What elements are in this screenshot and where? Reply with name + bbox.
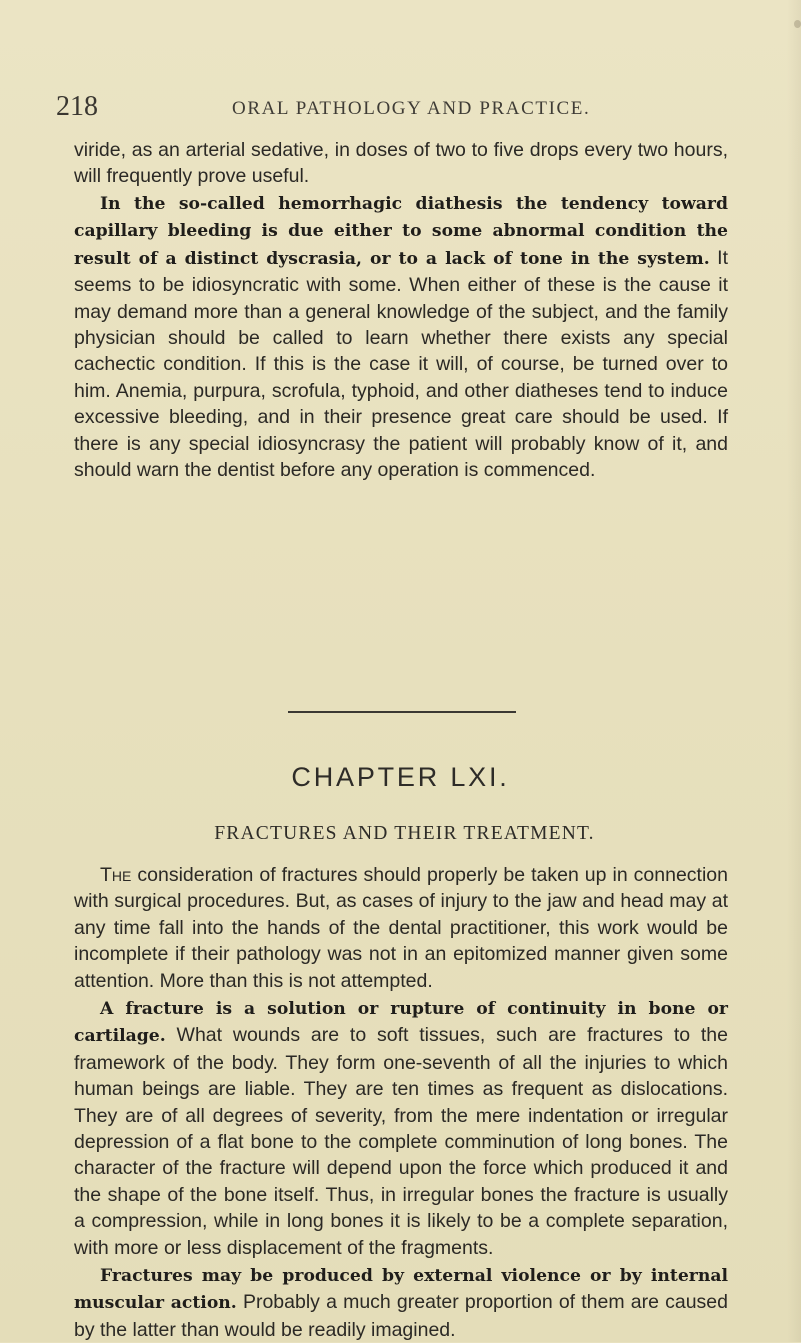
paragraph-lead-word: The (100, 864, 132, 886)
paragraph-fractures-intro (74, 862, 728, 994)
paragraph-text: It seems to be idiosyncratic with some. When either of these is the cause it may demand more than a general knowledge of the subject, and the family physician should be called to learn whether there exists any special cachectic condition. If this is the case it will, of course, be turned over to him. Anemia, purpura, scrofula, typhoid, and other diatheses tend to induce excessive bleeding, and in their presence great care should be used. If there is any special idiosyncrasy the patient will probably know of it, and should warn the dentist before any operation is commenced. (74, 246, 728, 482)
chapter-subtitle: FRACTURES AND THEIR TREATMENT. (214, 823, 595, 844)
paragraph-text: consideration of fractures should properly be taken up in connection with surgical procedures. But, as cases of injury to the jaw and head may at any time fall into the hands of the dental practitioner, this work would be incomplete if their pathology was not in an epitomized manner given some attention. More than this is not attempted. (74, 864, 728, 992)
page-header (56, 92, 746, 122)
chapter-title: CHAPTER LXI. (291, 762, 510, 792)
paragraph-text: What wounds are to soft tissues, such are fractures to the framework of the body. They form one-seventh of all the injuries to which human beings are liable. They are ten times as frequent as dislocations. They are of all degrees of severity, from the mere indentation or irregular depression of a flat bone to the complete comminution of long bones. The character of the fracture will depend upon the force which produced it and the shape of the bone itself. Thus, in irregular bones the fracture is usually a compression, while in long bones it is likely to be a complete separation, with more or less displacement of the fragments. (74, 1024, 728, 1259)
running-head: ORAL PATHOLOGY AND PRACTICE. (232, 98, 591, 119)
paragraph-bold-lead: In the so-called hemorrhagic diathesis the tendency toward capillary bleeding is due either to some abnormal condition the result of a distinct dyscrasia, or to a lack of tone in the system. (74, 194, 728, 269)
page-edge-shadow (787, 0, 801, 1342)
page-number: 218 (56, 91, 98, 122)
paragraph-text: viride, as an arterial sedative, in doses of two to five drops every two hours, will frequently prove useful. (74, 139, 728, 188)
paragraph-hemorrhagic-diathesis (74, 190, 728, 483)
paragraph-continuation (74, 137, 728, 190)
paragraph-bold-lead: Fractures may be produced by external violence or by internal muscular action. (74, 1266, 728, 1314)
paragraph-bold-lead: A fracture is a solution or rupture of continuity in bone or cartilage. (74, 999, 728, 1047)
paragraph-body (74, 862, 728, 994)
paragraph-text: Probably a much greater proportion of them are caused by the latter than would be readily imagined. (74, 1291, 728, 1341)
paragraph-fracture-definition (74, 995, 728, 1261)
paragraph-body (74, 995, 728, 1261)
page-smudge (794, 20, 801, 28)
paragraph-body (74, 1262, 728, 1343)
paragraph-fracture-causes (74, 1262, 728, 1343)
section-divider (288, 711, 516, 713)
paragraph-body (74, 190, 728, 483)
